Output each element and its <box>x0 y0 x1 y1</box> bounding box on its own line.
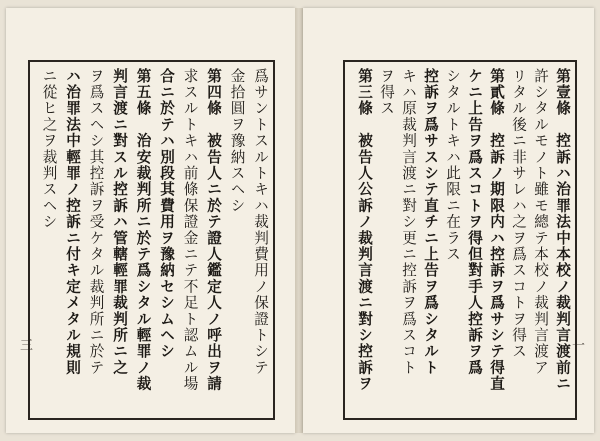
text-columns <box>347 68 573 412</box>
text-frame <box>343 60 577 420</box>
text-column: 第三條 被告人公訴ノ裁判言渡ニ對シ控訴ヲ <box>356 68 373 392</box>
text-frame <box>28 60 275 420</box>
text-column: 第貳條 控訴ノ期限内ハ控訴ヲ爲サシテ得直 <box>488 68 505 392</box>
text-column: リタル後ニ非サレハ之ヲ爲スコトヲ得ス <box>510 68 527 360</box>
text-column: 第壹條 控訴ハ治罪法中本校ノ裁判言渡前ニ <box>554 68 571 392</box>
text-column: 第四條 被告人ニ於テ證人鑑定人ノ呼出ヲ請 <box>205 68 222 392</box>
text-column: ヲ得ス <box>378 68 395 117</box>
text-columns <box>32 68 271 412</box>
text-column: 判言渡ニ對スル控訴ハ管轄輕罪裁判所ニ之 <box>111 68 128 376</box>
page-number: 三 <box>17 338 32 351</box>
text-column: 求スルトキハ前條保證金ニテ不足ト認ムル場 <box>181 68 199 392</box>
text-column: シタルトキハ此限ニ在ラス <box>444 68 461 263</box>
text-column: 金拾圓ヲ豫納スヘシ <box>228 68 246 214</box>
text-column: 許シタルモノト雖モ總テ本校ノ裁判言渡ア <box>532 68 549 376</box>
right-page <box>303 8 594 433</box>
text-column: キハ原裁判言渡ニ對シ更ニ控訴ヲ爲スコト <box>400 68 417 376</box>
book-gutter <box>295 8 303 433</box>
text-column: ヲ爲スヘシ其控訴ヲ受ケタル裁判所ニ於テ <box>87 68 105 376</box>
text-column: 控訴ヲ爲サスシテ直チニ上告ヲ爲シタルト <box>422 68 439 376</box>
text-column: 合ニ於テハ別段其費用ヲ豫納セシムヘシ <box>158 68 175 360</box>
text-column: 爲サントスルトキハ裁判費用ノ保證トシテ <box>252 68 269 376</box>
text-column: 第五條 治安裁判所ニ於テ爲シタル輕罪ノ裁 <box>134 68 152 392</box>
text-column: ニ從ヒ之ヲ裁判スヘシ <box>40 68 58 230</box>
text-column: ケニ上告ヲ爲スコトヲ得但對手人控訴ヲ爲 <box>466 68 483 376</box>
page-number: 一 <box>569 338 584 351</box>
text-column: ハ治罪法中輕罪ノ控訴ニ付キ定メタル規則 <box>64 68 81 376</box>
left-page <box>6 8 295 433</box>
